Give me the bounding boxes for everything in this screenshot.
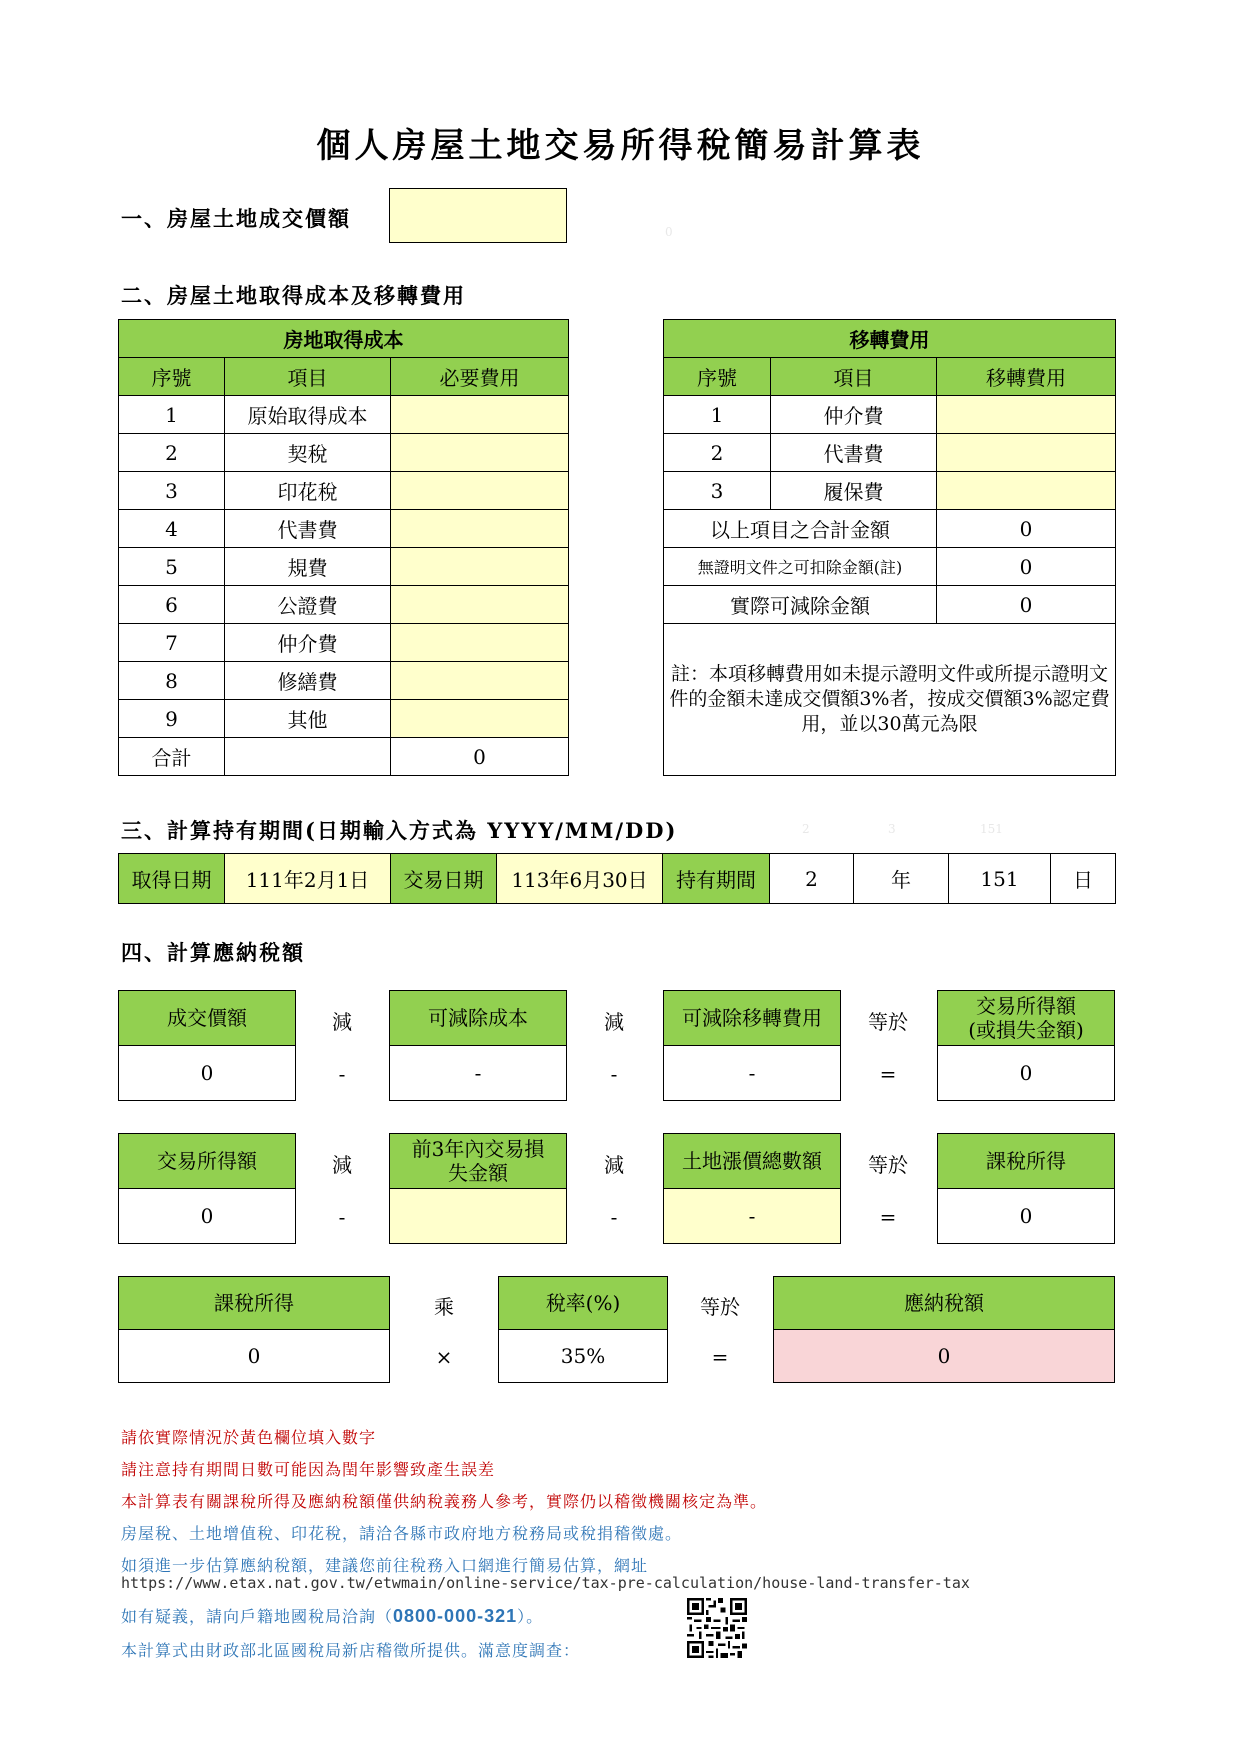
transfer-row-amount-input[interactable]: [937, 396, 1116, 434]
faint-value: 2: [802, 822, 810, 836]
transfer-row-no: 3: [664, 472, 771, 510]
r3-tax-due-label: 應納稅額: [773, 1276, 1115, 1330]
transfer-header-no: 序號: [664, 358, 771, 396]
cost-total-blank: [225, 738, 391, 776]
cost-row-amount-input[interactable]: [391, 700, 569, 738]
r2-op2-symbol: -: [610, 1205, 618, 1229]
transfer-no-proof-value: 0: [937, 548, 1116, 586]
cost-row-no: 1: [119, 396, 225, 434]
acquire-date-label: 取得日期: [119, 854, 225, 904]
trade-date-label: 交易日期: [391, 854, 497, 904]
r2-income-value: 0: [118, 1188, 296, 1244]
day-unit: 日: [1051, 854, 1116, 904]
contact-suffix: ）。: [517, 1607, 544, 1626]
transfer-row-item: 仲介費: [771, 396, 937, 434]
transfer-header-amount: 移轉費用: [937, 358, 1116, 396]
cost-total-label: 合計: [119, 738, 225, 776]
note-yellow-fields: 請依實際情況於黃色欄位填入數字: [121, 1428, 377, 1447]
transfer-fee-table: [663, 319, 1116, 776]
cost-row-item: 公證費: [225, 586, 391, 624]
cost-row-no: 3: [119, 472, 225, 510]
cost-row-item: 修繕費: [225, 662, 391, 700]
r1-transfer-value: -: [663, 1045, 841, 1101]
r3-taxable-label: 課稅所得: [118, 1276, 390, 1330]
year-unit: 年: [854, 854, 949, 904]
r1-income-label-line1: 交易所得額: [976, 994, 1076, 1018]
r1-op1-symbol: -: [338, 1062, 346, 1086]
cost-row-item: 仲介費: [225, 624, 391, 662]
note-provider: 本計算式由財政部北區國稅局新店稽徵所提供。滿意度調查：: [121, 1641, 581, 1660]
faint-value: 151: [980, 822, 1003, 836]
r2-eq-text: 等於: [868, 1153, 908, 1177]
cost-row-amount-input[interactable]: [391, 510, 569, 548]
r1-sale-price-value: 0: [118, 1045, 296, 1101]
acquisition-cost-table: [118, 319, 569, 776]
transfer-header-item: 項目: [771, 358, 937, 396]
cost-row-item: 原始取得成本: [225, 396, 391, 434]
cost-row-amount-input[interactable]: [391, 472, 569, 510]
contact-prefix: 如有疑義，請向戶籍地國稅局洽詢（: [121, 1607, 394, 1626]
r2-loss-label: [389, 1133, 567, 1189]
r1-eq-symbol: =: [879, 1062, 897, 1086]
r3-eq-symbol: =: [711, 1345, 729, 1369]
transfer-row-item: 代書費: [771, 434, 937, 472]
r1-cost-value: -: [389, 1045, 567, 1101]
cost-total-value: 0: [391, 738, 569, 776]
r1-op1-text: 減: [332, 1010, 352, 1034]
cost-row-amount-input[interactable]: [391, 662, 569, 700]
r2-loss-label-line2: 失金額: [448, 1161, 508, 1185]
r2-op1-symbol: -: [338, 1205, 346, 1229]
note-leap-year: 請注意持有期間日數可能因為閏年影響致產生誤差: [121, 1460, 496, 1479]
r3-rate-value: 35%: [498, 1329, 668, 1383]
cost-row-item: 代書費: [225, 510, 391, 548]
faint-value: 3: [888, 822, 896, 836]
cost-row-item: 印花稅: [225, 472, 391, 510]
cost-row-no: 4: [119, 510, 225, 548]
cost-row-no: 6: [119, 586, 225, 624]
r2-taxable-label: 課稅所得: [937, 1133, 1115, 1189]
r1-op2-text: 減: [604, 1010, 624, 1034]
section3-heading: 三、計算持有期間(日期輸入方式為 YYYY/MM/DD): [121, 818, 678, 843]
r2-loss-input[interactable]: [389, 1188, 567, 1244]
survey-qr-code-icon[interactable]: [687, 1597, 747, 1659]
cost-row-no: 5: [119, 548, 225, 586]
cost-row-no: 9: [119, 700, 225, 738]
etax-url-link[interactable]: https://www.etax.nat.gov.tw/etwmain/online-service/tax-pre-calculation/house-land-transfer-tax: [121, 1574, 970, 1592]
cost-row-amount-input[interactable]: [391, 396, 569, 434]
cost-table-title: 房地取得成本: [119, 320, 569, 358]
transfer-row-item: 履保費: [771, 472, 937, 510]
r2-land-increment-label: 土地漲價總數額: [663, 1133, 841, 1189]
r1-eq-text: 等於: [868, 1010, 908, 1034]
transfer-actual-value: 0: [937, 586, 1116, 624]
sale-price-hidden-value: 0: [665, 225, 673, 239]
r1-cost-label: 可減除成本: [389, 990, 567, 1046]
trade-date-input[interactable]: 113年6月30日: [497, 854, 663, 904]
r1-op2-symbol: -: [610, 1062, 618, 1086]
cost-row-no: 7: [119, 624, 225, 662]
r2-op2-text: 減: [604, 1153, 624, 1177]
note-disclaimer: 本計算表有關課稅所得及應納稅額僅供納稅義務人參考，實際仍以稽徵機關核定為準。: [121, 1492, 768, 1511]
cost-row-amount-input[interactable]: [391, 548, 569, 586]
r1-income-label-line2: (或損失金額): [968, 1018, 1084, 1042]
r2-land-increment-input[interactable]: -: [663, 1188, 841, 1244]
cost-row-amount-input[interactable]: [391, 434, 569, 472]
transfer-row-no: 1: [664, 396, 771, 434]
cost-row-no: 8: [119, 662, 225, 700]
note-local-tax: 房屋稅、土地增值稅、印花稅，請洽各縣市政府地方稅務局或稅捐稽徵處。: [121, 1524, 683, 1543]
cost-row-item: 契稅: [225, 434, 391, 472]
transfer-no-proof-label: 無證明文件之可扣除金額(註): [664, 548, 937, 586]
r2-op1-text: 減: [332, 1153, 352, 1177]
section1-heading: 一、房屋土地成交價額: [121, 206, 351, 231]
holding-years: 2: [770, 854, 854, 904]
transfer-sum-label: 以上項目之合計金額: [664, 510, 937, 548]
cost-row-item: 其他: [225, 700, 391, 738]
r1-transfer-label: 可減除移轉費用: [663, 990, 841, 1046]
section2-heading: 二、房屋土地取得成本及移轉費用: [121, 283, 466, 308]
sale-price-input[interactable]: [389, 188, 567, 243]
cost-header-amount: 必要費用: [391, 358, 569, 396]
cost-header-item: 項目: [225, 358, 391, 396]
r2-eq-symbol: =: [879, 1205, 897, 1229]
page-title: 個人房屋土地交易所得稅簡易計算表: [316, 126, 925, 166]
r1-income-label: [937, 990, 1115, 1046]
transfer-row-no: 2: [664, 434, 771, 472]
transfer-actual-label: 實際可減除金額: [664, 586, 937, 624]
holding-period-table: [118, 853, 1116, 904]
r1-sale-price-label: 成交價額: [118, 990, 296, 1046]
note-contact: [121, 1604, 543, 1627]
r3-op-symbol: ×: [435, 1345, 453, 1369]
transfer-row-amount-input[interactable]: [937, 434, 1116, 472]
cost-row-amount-input[interactable]: [391, 586, 569, 624]
cost-row-no: 2: [119, 434, 225, 472]
r3-rate-label: 稅率(%): [498, 1276, 668, 1330]
r3-op-text: 乘: [434, 1295, 454, 1319]
phone-number[interactable]: 0800-000-321: [393, 1606, 518, 1626]
transfer-footnote: 註：本項移轉費用如未提示證明文件或所提示證明文件的金額未達成交價額3%者，按成交價額3%認定費用，並以30萬元為限: [664, 624, 1116, 776]
acquire-date-input[interactable]: 111年2月1日: [225, 854, 391, 904]
transfer-row-amount-input[interactable]: [937, 472, 1116, 510]
r3-taxable-value: 0: [118, 1329, 390, 1383]
cost-row-item: 規費: [225, 548, 391, 586]
r2-loss-label-line1: 前3年內交易損: [411, 1137, 545, 1161]
transfer-table-title: 移轉費用: [664, 320, 1116, 358]
r1-income-value: 0: [937, 1045, 1115, 1101]
transfer-sum-value: 0: [937, 510, 1116, 548]
cost-header-no: 序號: [119, 358, 225, 396]
r3-eq-text: 等於: [700, 1295, 740, 1319]
holding-days: 151: [949, 854, 1051, 904]
cost-row-amount-input[interactable]: [391, 624, 569, 662]
r3-tax-due-value: 0: [773, 1329, 1115, 1383]
r2-income-label: 交易所得額: [118, 1133, 296, 1189]
r2-taxable-value: 0: [937, 1188, 1115, 1244]
note-etax-intro: 如須進一步估算應納稅額，建議您前往稅務入口網進行簡易估算，網址: [121, 1556, 649, 1575]
holding-period-label: 持有期間: [663, 854, 770, 904]
section4-heading: 四、計算應納稅額: [121, 940, 305, 965]
